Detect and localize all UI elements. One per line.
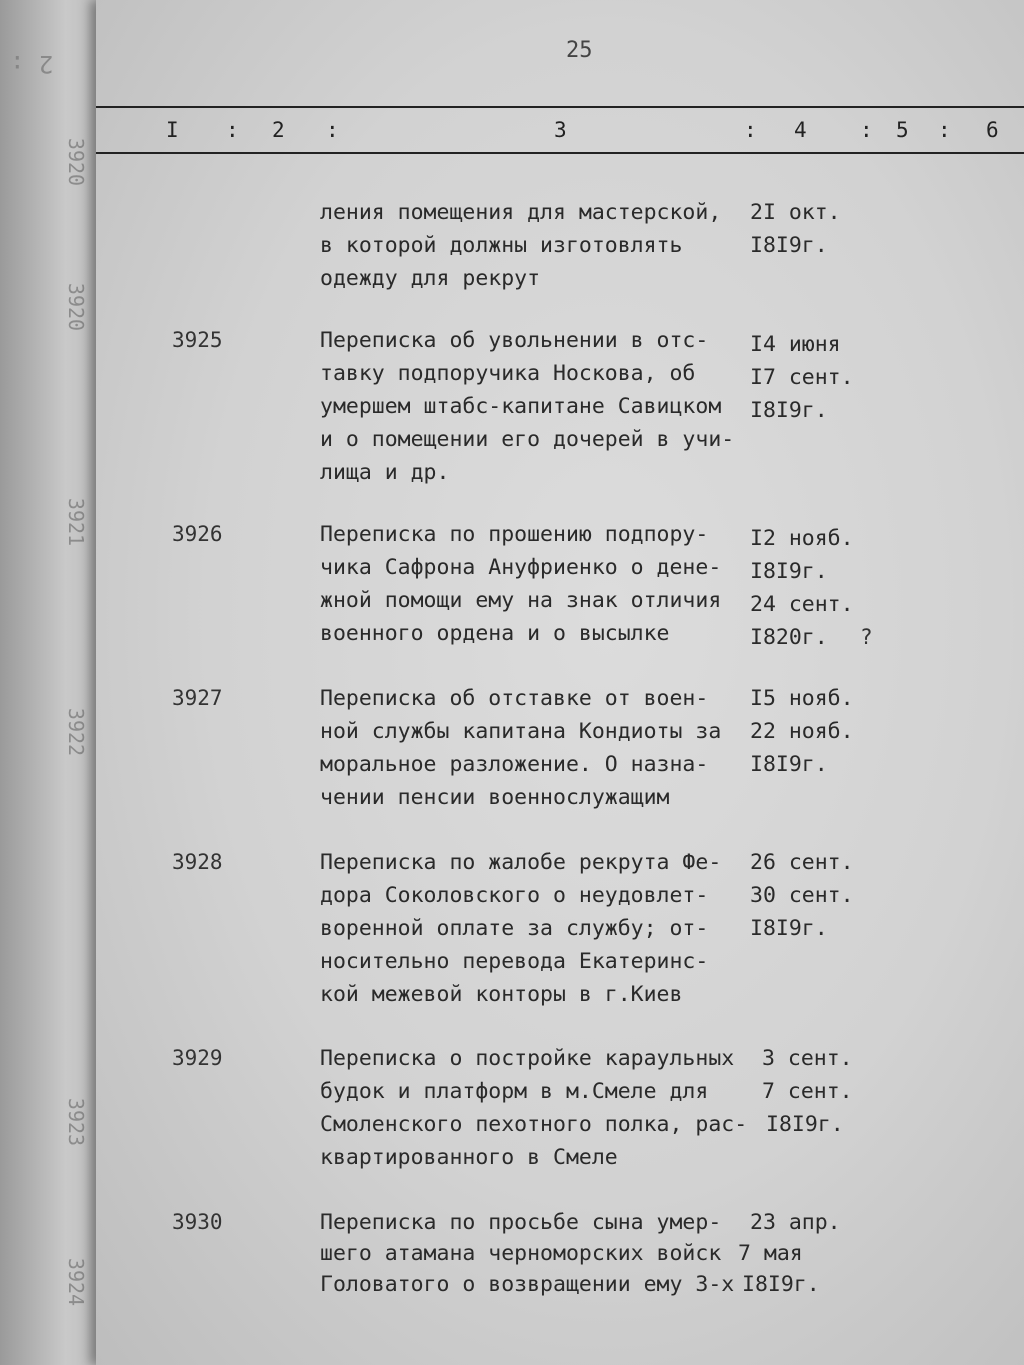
column-separator: :	[860, 118, 873, 142]
entry-date: I2 нояб.	[750, 526, 854, 551]
entry-date: 24 сент.	[750, 592, 854, 617]
header-rule-top	[96, 106, 1024, 108]
column-separator: :	[744, 118, 757, 142]
entry-text-line: одежду для рекрут	[320, 266, 541, 291]
entry-text-line: Переписка об увольнении в отс-	[320, 328, 709, 353]
entry-date: 26 сент.	[750, 850, 854, 875]
entry-date: 23 апр.	[750, 1210, 841, 1235]
prev-page-number: 3923	[64, 1097, 89, 1147]
entry-text-line: моральное разложение. О назна-	[320, 752, 709, 777]
prev-page-column-marker: 2 :	[10, 50, 54, 78]
entry-text-line: дора Соколовского о неудовлет-	[320, 883, 709, 908]
entry-date: I820г.	[750, 625, 828, 650]
column-header-3: 3	[554, 118, 567, 142]
entry-number: 3925	[172, 328, 223, 352]
entry-text-line: тавку подпоручика Носкова, об	[320, 361, 696, 386]
entry-text-line: Переписка по просьбе сына умер-	[320, 1210, 722, 1235]
entry-date: I8I9г.	[742, 1272, 820, 1297]
entry-number: 3930	[172, 1210, 223, 1234]
column-header-5: 5	[896, 118, 909, 142]
prev-page-number: 3922	[64, 707, 89, 757]
entry-date: 3 сент.	[762, 1046, 853, 1071]
prev-page-number: 3921	[64, 497, 89, 547]
entry-date: 7 мая	[738, 1241, 803, 1266]
entry-text-line: Смоленского пехотного полка, рас-	[320, 1112, 748, 1137]
entry-date: I8I9г.	[750, 559, 828, 584]
entry-text-line: Переписка об отставке от воен-	[320, 686, 709, 711]
entry-text-line: ления помещения для мастерской,	[320, 200, 722, 225]
entry-date: I8I9г.	[750, 916, 828, 941]
entry-number: 3928	[172, 850, 223, 874]
entry-number: 3926	[172, 522, 223, 546]
entry-text-line: Переписка по прошению подпору-	[320, 522, 709, 547]
entry-text-line: квартированного в Смеле	[320, 1145, 618, 1170]
prev-page-number: 3920	[64, 137, 89, 187]
entry-date: I7 сент.	[750, 365, 854, 390]
entry-date: 7 сент.	[762, 1079, 853, 1104]
question-mark-annotation: ?	[860, 625, 873, 649]
entry-date: 22 нояб.	[750, 719, 854, 744]
entry-date: 30 сент.	[750, 883, 854, 908]
document-page	[96, 0, 1024, 1365]
column-header-6: 6	[986, 118, 999, 142]
entry-text-line: умершем штабс-капитане Савицком	[320, 394, 722, 419]
entry-text-line: Переписка по жалобе рекрута Фе-	[320, 850, 722, 875]
column-separator: :	[938, 118, 951, 142]
entry-date: I8I9г.	[750, 233, 828, 258]
entry-date: I8I9г.	[750, 752, 828, 777]
entry-date: I5 нояб.	[750, 686, 854, 711]
entry-date: I4 июня	[750, 332, 841, 357]
entry-number: 3929	[172, 1046, 223, 1070]
entry-text-line: ной службы капитана Кондиоты за	[320, 719, 722, 744]
entry-date: 2I окт.	[750, 200, 841, 225]
entry-text-line: военного ордена и о высылке	[320, 621, 670, 646]
column-separator: :	[326, 118, 339, 142]
entry-text-line: и о помещении его дочерей в учи-	[320, 427, 735, 452]
entry-text-line: чика Сафрона Ануфриенко о дене-	[320, 555, 722, 580]
entry-date: I8I9г.	[766, 1112, 844, 1137]
entry-text-line: кой межевой конторы в г.Киев	[320, 982, 683, 1007]
entry-text-line: жной помощи ему на знак отличия	[320, 588, 722, 613]
entry-text-line: будок и платформ в м.Смеле для	[320, 1079, 709, 1104]
entry-text-line: лища и др.	[320, 460, 450, 485]
entry-number: 3927	[172, 686, 223, 710]
prev-page-number: 3924	[64, 1257, 89, 1307]
column-header-1: I	[166, 118, 179, 142]
header-rule-bottom	[96, 152, 1024, 154]
entry-text-line: в которой должны изготовлять	[320, 233, 683, 258]
column-header-4: 4	[794, 118, 807, 142]
entry-text-line: воренной оплате за службу; от-	[320, 916, 709, 941]
entry-text-line: носительно перевода Екатеринс-	[320, 949, 709, 974]
entry-text-line: Переписка о постройке караульных	[320, 1046, 735, 1071]
entry-text-line: Головатого о возвращении ему 3-х	[320, 1272, 735, 1297]
page-number: 25	[566, 38, 593, 63]
entry-text-line: шего атамана черноморских войск	[320, 1241, 722, 1266]
previous-page-edge	[0, 0, 110, 1365]
entry-date: I8I9г.	[750, 398, 828, 423]
column-separator: :	[226, 118, 239, 142]
entry-text-line: чении пенсии военнослужащим	[320, 785, 670, 810]
column-header-2: 2	[272, 118, 285, 142]
prev-page-number: 3920	[64, 282, 89, 332]
